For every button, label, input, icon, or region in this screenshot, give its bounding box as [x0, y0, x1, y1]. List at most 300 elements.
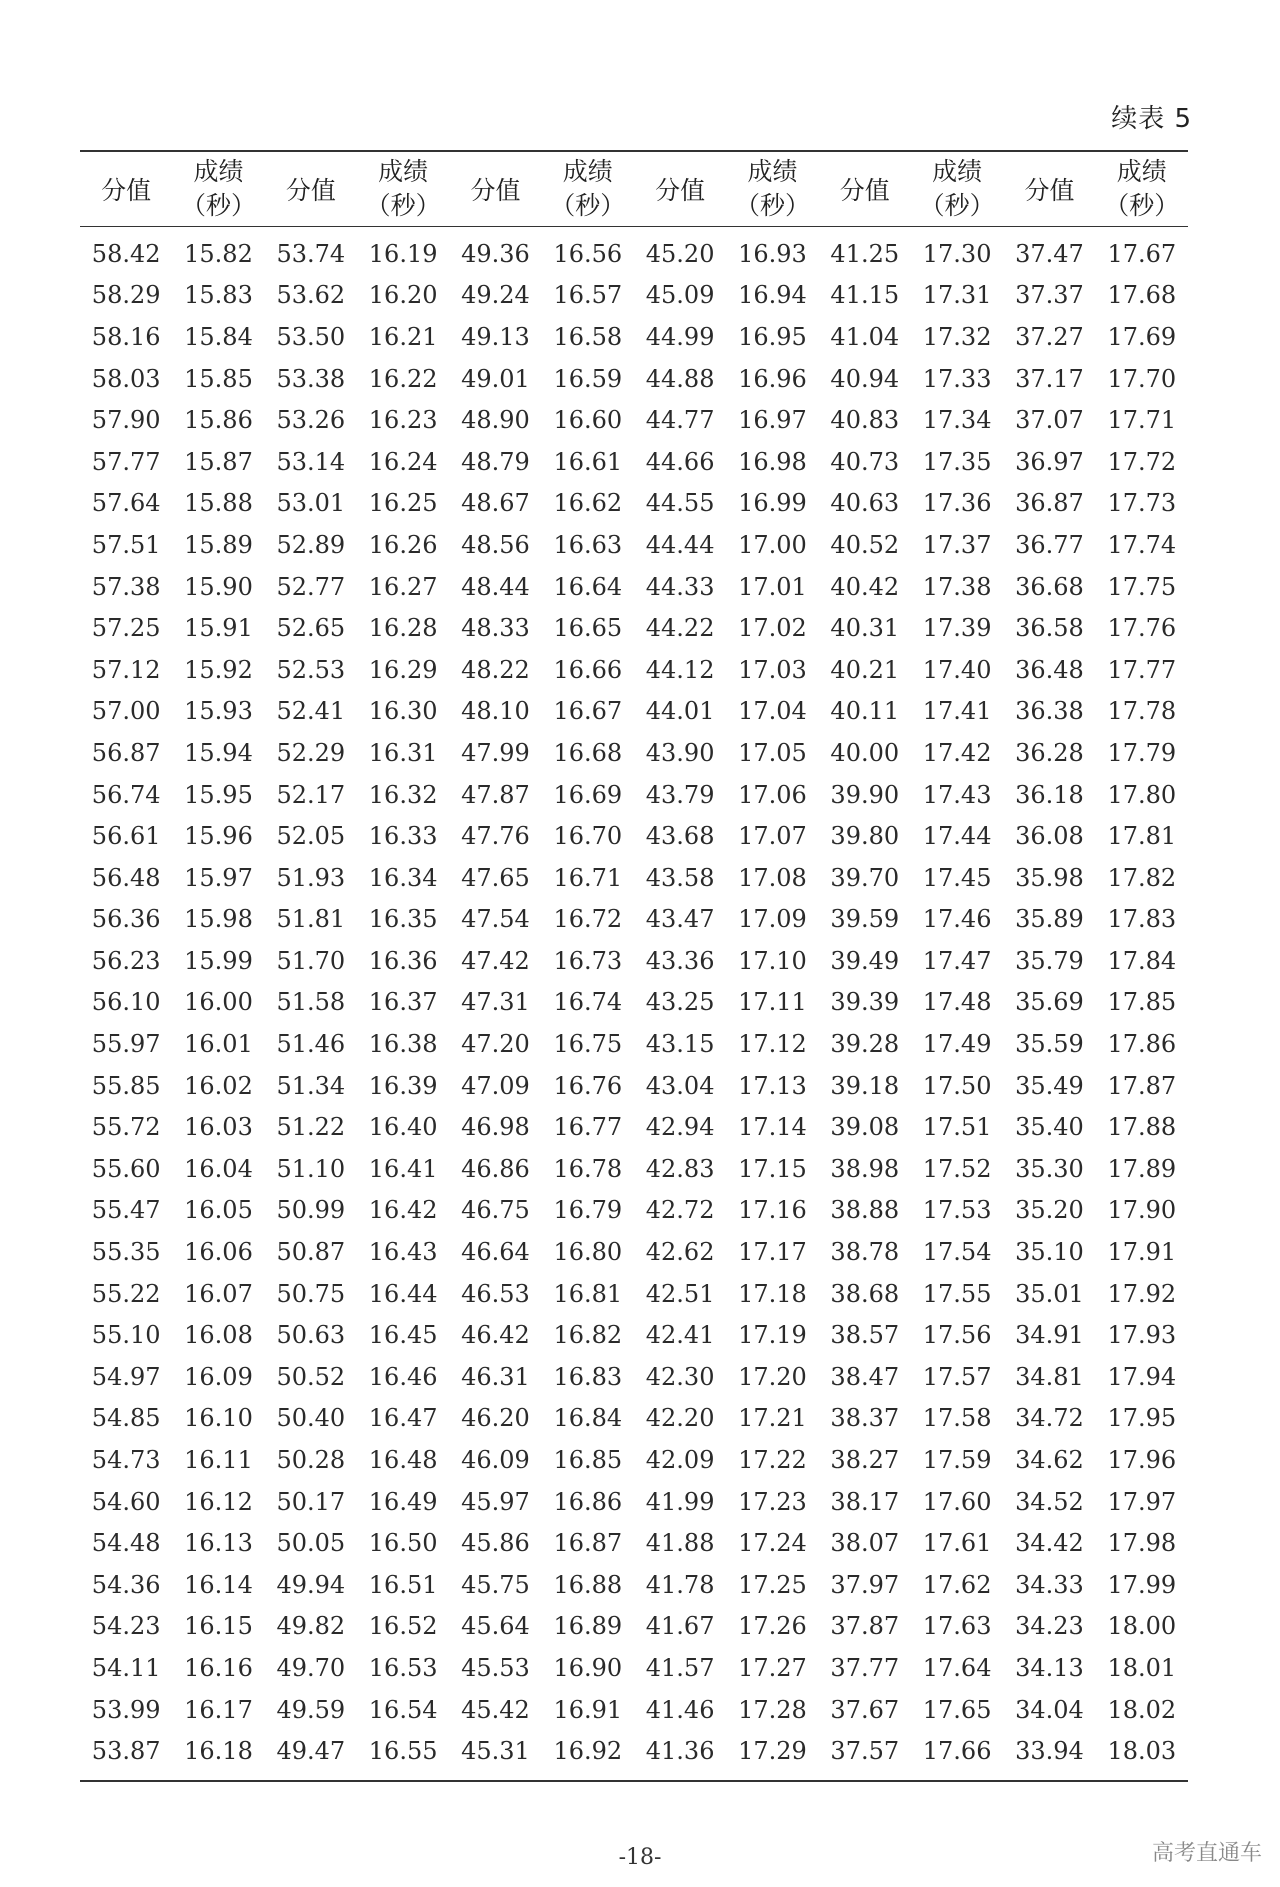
result-cell: 17.69	[1107, 322, 1177, 351]
result-cell: 17.23	[738, 1487, 807, 1516]
score-cell: 56.23	[91, 946, 161, 975]
score-cell: 36.28	[1015, 738, 1084, 767]
result-cell: 15.92	[184, 655, 253, 684]
result-cell: 16.31	[368, 738, 438, 767]
score-cell: 43.25	[645, 988, 715, 1017]
table-row	[80, 1647, 1188, 1689]
table-row	[80, 774, 1188, 816]
result-cell: 17.92	[1107, 1279, 1177, 1308]
score-cell: 35.98	[1015, 863, 1084, 892]
result-cell: 17.55	[922, 1279, 992, 1308]
result-cell: 16.68	[553, 738, 623, 767]
result-cell: 16.53	[368, 1653, 438, 1682]
score-cell: 50.87	[276, 1238, 346, 1267]
score-cell: 36.48	[1015, 655, 1084, 684]
result-cell: 15.88	[184, 489, 253, 518]
score-cell: 35.79	[1015, 946, 1084, 975]
score-cell: 54.73	[91, 1446, 161, 1475]
result-cell: 17.80	[1107, 780, 1177, 809]
result-cell: 16.45	[368, 1321, 438, 1350]
score-cell: 38.57	[830, 1321, 900, 1350]
result-cell: 17.11	[738, 988, 807, 1017]
result-cell: 16.94	[738, 281, 807, 310]
score-cell: 50.99	[276, 1196, 346, 1225]
result-cell: 16.82	[553, 1321, 623, 1350]
score-cell: 43.04	[645, 1071, 715, 1100]
result-cell: 17.96	[1107, 1446, 1177, 1475]
score-cell: 43.15	[645, 1030, 715, 1059]
score-cell: 42.94	[645, 1113, 715, 1142]
table-caption: 续表 5	[1111, 104, 1192, 134]
result-cell: 17.18	[738, 1279, 807, 1308]
score-cell: 34.62	[1015, 1446, 1084, 1475]
score-cell: 53.26	[276, 406, 346, 435]
result-cell: 17.53	[922, 1196, 992, 1225]
score-cell: 39.28	[830, 1030, 900, 1059]
score-cell: 44.77	[645, 406, 715, 435]
score-cell: 48.79	[461, 447, 530, 476]
result-cell: 17.47	[922, 946, 992, 975]
score-cell: 40.52	[830, 530, 900, 559]
score-cell: 44.01	[645, 697, 715, 726]
result-cell: 17.95	[1107, 1404, 1177, 1433]
table-row	[80, 857, 1188, 899]
result-cell: 17.36	[922, 489, 992, 518]
score-cell: 54.36	[91, 1570, 161, 1599]
score-cell: 34.33	[1015, 1570, 1084, 1599]
result-cell: 17.58	[922, 1404, 992, 1433]
result-cell: 15.84	[184, 322, 253, 351]
result-cell: 16.06	[184, 1238, 253, 1267]
result-cell: 16.62	[553, 489, 623, 518]
table-row	[80, 1730, 1188, 1781]
score-cell: 47.31	[461, 988, 530, 1017]
result-cell: 17.37	[922, 530, 992, 559]
score-cell: 58.03	[91, 364, 161, 393]
result-cell: 15.83	[184, 281, 253, 310]
score-cell: 55.10	[91, 1321, 161, 1350]
result-cell: 16.74	[553, 988, 623, 1017]
score-cell: 37.17	[1015, 364, 1084, 393]
result-cell: 17.42	[922, 738, 992, 767]
score-cell: 50.17	[276, 1487, 346, 1516]
result-cell: 17.85	[1107, 988, 1177, 1017]
result-cell: 16.52	[368, 1612, 438, 1641]
score-cell: 51.81	[276, 905, 346, 934]
result-cell: 15.97	[184, 863, 253, 892]
score-cell: 48.44	[461, 572, 530, 601]
result-cell: 16.36	[368, 946, 438, 975]
result-cell: 17.75	[1107, 572, 1177, 601]
result-cell: 17.56	[922, 1321, 992, 1350]
score-cell: 44.44	[645, 530, 715, 559]
result-cell: 16.95	[738, 322, 807, 351]
result-cell: 16.34	[368, 863, 438, 892]
score-cell: 52.77	[276, 572, 346, 601]
result-cell: 16.98	[738, 447, 807, 476]
table-row	[80, 1689, 1188, 1731]
score-cell: 57.00	[91, 697, 161, 726]
score-cell: 43.79	[645, 780, 715, 809]
result-cell: 17.60	[922, 1487, 992, 1516]
result-cell: 16.97	[738, 406, 807, 435]
score-cell: 56.61	[91, 822, 161, 851]
result-cell: 16.83	[553, 1362, 623, 1391]
result-cell: 17.48	[922, 988, 992, 1017]
result-cell: 17.16	[738, 1196, 807, 1225]
result-cell: 17.94	[1107, 1362, 1177, 1391]
score-cell: 39.08	[830, 1113, 900, 1142]
score-cell: 48.90	[461, 406, 530, 435]
score-cell: 42.41	[645, 1321, 715, 1350]
result-cell: 17.73	[1107, 489, 1177, 518]
score-cell: 45.86	[461, 1529, 530, 1558]
score-cell: 38.68	[830, 1279, 900, 1308]
page-number: -18-	[618, 1845, 662, 1870]
score-cell: 58.42	[91, 239, 161, 268]
result-cell: 17.00	[738, 530, 807, 559]
result-cell: 16.42	[368, 1196, 438, 1225]
result-cell: 16.61	[553, 447, 623, 476]
result-cell: 16.33	[368, 822, 438, 851]
result-cell: 16.07	[184, 1279, 253, 1308]
result-cell: 16.58	[553, 322, 623, 351]
result-cell: 17.44	[922, 822, 992, 851]
score-cell: 40.42	[830, 572, 900, 601]
score-cell: 44.12	[645, 655, 715, 684]
result-cell: 16.08	[184, 1321, 253, 1350]
result-cell: 16.60	[553, 406, 623, 435]
score-cell: 35.40	[1015, 1113, 1084, 1142]
table-row	[80, 1065, 1188, 1107]
score-cell: 36.08	[1015, 822, 1084, 851]
result-cell: 15.85	[184, 364, 253, 393]
score-cell: 37.67	[830, 1695, 900, 1724]
score-cell: 51.93	[276, 863, 346, 892]
result-cell: 17.91	[1107, 1238, 1177, 1267]
score-cell: 43.58	[645, 863, 715, 892]
result-cell: 17.28	[738, 1695, 807, 1724]
score-cell: 38.88	[830, 1196, 900, 1225]
score-cell: 41.99	[645, 1487, 715, 1516]
result-cell: 17.29	[738, 1737, 807, 1766]
score-cell: 45.53	[461, 1653, 530, 1682]
result-cell: 17.09	[738, 905, 807, 934]
result-cell: 17.38	[922, 572, 992, 601]
table-row	[80, 1439, 1188, 1481]
result-cell: 15.82	[184, 239, 253, 268]
score-cell: 47.09	[461, 1071, 530, 1100]
result-cell: 17.26	[738, 1612, 807, 1641]
result-cell: 17.83	[1107, 905, 1177, 934]
score-cell: 58.29	[91, 281, 161, 310]
score-table-container	[80, 150, 1188, 1782]
result-cell: 18.02	[1107, 1695, 1177, 1724]
score-cell: 35.89	[1015, 905, 1084, 934]
result-cell: 18.03	[1107, 1737, 1177, 1766]
result-cell: 17.76	[1107, 614, 1177, 643]
result-cell: 17.33	[922, 364, 992, 393]
result-cell: 17.34	[922, 406, 992, 435]
score-cell: 46.75	[461, 1196, 530, 1225]
result-cell: 16.81	[553, 1279, 623, 1308]
result-cell: 17.63	[922, 1612, 992, 1641]
result-cell: 17.68	[1107, 281, 1177, 310]
result-cell: 17.51	[922, 1113, 992, 1142]
score-cell: 35.10	[1015, 1238, 1084, 1267]
result-cell: 17.93	[1107, 1321, 1177, 1350]
header-score: 分值	[285, 176, 336, 205]
score-cell: 35.01	[1015, 1279, 1084, 1308]
score-cell: 43.47	[645, 905, 715, 934]
table-row	[80, 899, 1188, 941]
score-table	[80, 150, 1188, 1782]
score-cell: 53.99	[91, 1695, 161, 1724]
result-cell: 16.79	[553, 1196, 623, 1225]
result-cell: 17.70	[1107, 364, 1177, 393]
score-cell: 45.75	[461, 1570, 530, 1599]
score-cell: 34.42	[1015, 1529, 1084, 1558]
score-cell: 55.35	[91, 1238, 161, 1267]
header-row	[80, 151, 1188, 227]
score-cell: 41.78	[645, 1570, 715, 1599]
table-body	[80, 227, 1188, 1781]
score-cell: 47.65	[461, 863, 530, 892]
score-cell: 45.97	[461, 1487, 530, 1516]
result-cell: 15.86	[184, 406, 253, 435]
score-cell: 50.63	[276, 1321, 346, 1350]
result-cell: 16.51	[368, 1570, 438, 1599]
score-cell: 43.36	[645, 946, 715, 975]
score-cell: 40.83	[830, 406, 900, 435]
result-cell: 15.99	[184, 946, 253, 975]
result-cell: 17.12	[738, 1030, 807, 1059]
score-cell: 40.21	[830, 655, 900, 684]
score-cell: 44.66	[645, 447, 715, 476]
score-cell: 39.49	[830, 946, 900, 975]
score-cell: 42.62	[645, 1238, 715, 1267]
score-cell: 46.98	[461, 1113, 530, 1142]
score-cell: 37.07	[1015, 406, 1084, 435]
score-cell: 49.94	[276, 1570, 346, 1599]
score-cell: 39.18	[830, 1071, 900, 1100]
result-cell: 16.80	[553, 1238, 623, 1267]
score-cell: 55.72	[91, 1113, 161, 1142]
result-cell: 16.15	[184, 1612, 253, 1641]
result-cell: 15.98	[184, 905, 253, 934]
score-cell: 45.64	[461, 1612, 530, 1641]
result-cell: 17.24	[738, 1529, 807, 1558]
score-cell: 46.64	[461, 1238, 530, 1267]
result-cell: 16.03	[184, 1113, 253, 1142]
score-cell: 34.81	[1015, 1362, 1084, 1391]
score-cell: 49.24	[461, 281, 530, 310]
result-cell: 17.65	[922, 1695, 992, 1724]
result-cell: 16.99	[738, 489, 807, 518]
score-cell: 54.60	[91, 1487, 161, 1516]
score-cell: 58.16	[91, 322, 161, 351]
score-cell: 41.57	[645, 1653, 715, 1682]
result-cell: 16.49	[368, 1487, 438, 1516]
table-row	[80, 524, 1188, 566]
score-cell: 39.59	[830, 905, 900, 934]
score-cell: 43.90	[645, 738, 715, 767]
score-cell: 36.58	[1015, 614, 1084, 643]
result-cell: 16.96	[738, 364, 807, 393]
score-cell: 55.85	[91, 1071, 161, 1100]
result-cell: 17.05	[738, 738, 807, 767]
table-row	[80, 316, 1188, 358]
result-cell: 16.12	[184, 1487, 253, 1516]
header-result: 成绩 （秒）	[180, 157, 256, 220]
table-row	[80, 1314, 1188, 1356]
table-row	[80, 982, 1188, 1024]
score-cell: 41.88	[645, 1529, 715, 1558]
score-cell: 39.80	[830, 822, 900, 851]
result-cell: 16.48	[368, 1446, 438, 1475]
result-cell: 16.39	[368, 1071, 438, 1100]
result-cell: 17.03	[738, 655, 807, 684]
score-cell: 46.42	[461, 1321, 530, 1350]
header-score: 分值	[470, 176, 521, 205]
score-cell: 46.86	[461, 1154, 530, 1183]
score-cell: 34.91	[1015, 1321, 1084, 1350]
result-cell: 16.47	[368, 1404, 438, 1433]
result-cell: 15.94	[184, 738, 253, 767]
header-score: 分值	[839, 176, 890, 205]
score-cell: 37.47	[1015, 239, 1084, 268]
result-cell: 16.84	[553, 1404, 623, 1433]
score-cell: 38.37	[830, 1404, 900, 1433]
result-cell: 16.04	[184, 1154, 253, 1183]
result-cell: 16.35	[368, 905, 438, 934]
table-row	[80, 483, 1188, 525]
result-cell: 16.19	[368, 239, 438, 268]
score-cell: 40.73	[830, 447, 900, 476]
score-cell: 39.39	[830, 988, 900, 1017]
score-cell: 40.94	[830, 364, 900, 393]
result-cell: 17.99	[1107, 1570, 1177, 1599]
score-cell: 53.87	[91, 1737, 161, 1766]
score-cell: 36.77	[1015, 530, 1084, 559]
score-cell: 54.85	[91, 1404, 161, 1433]
result-cell: 16.29	[368, 655, 438, 684]
score-cell: 36.68	[1015, 572, 1084, 601]
result-cell: 16.93	[738, 239, 807, 268]
score-cell: 52.41	[276, 697, 346, 726]
header-score: 分值	[1024, 176, 1075, 205]
result-cell: 17.35	[922, 447, 992, 476]
result-cell: 16.43	[368, 1238, 438, 1267]
score-cell: 37.27	[1015, 322, 1084, 351]
score-cell: 41.36	[645, 1737, 715, 1766]
result-cell: 17.78	[1107, 697, 1177, 726]
score-cell: 47.76	[461, 822, 530, 851]
score-cell: 38.78	[830, 1238, 900, 1267]
score-cell: 37.97	[830, 1570, 900, 1599]
score-cell: 53.62	[276, 281, 346, 310]
result-cell: 16.09	[184, 1362, 253, 1391]
table-row	[80, 1106, 1188, 1148]
result-cell: 17.81	[1107, 822, 1177, 851]
result-cell: 16.90	[553, 1653, 623, 1682]
result-cell: 18.00	[1107, 1612, 1177, 1641]
score-cell: 45.42	[461, 1695, 530, 1724]
score-cell: 56.74	[91, 780, 161, 809]
result-cell: 17.74	[1107, 530, 1177, 559]
result-cell: 16.78	[553, 1154, 623, 1183]
table-row	[80, 691, 1188, 733]
score-cell: 40.11	[830, 697, 900, 726]
header-result: 成绩 （秒）	[1104, 157, 1180, 220]
result-cell: 15.87	[184, 447, 253, 476]
table-row	[80, 1564, 1188, 1606]
result-cell: 16.16	[184, 1653, 253, 1682]
score-cell: 48.67	[461, 489, 530, 518]
score-cell: 51.22	[276, 1113, 346, 1142]
result-cell: 16.27	[368, 572, 438, 601]
score-cell: 47.20	[461, 1030, 530, 1059]
score-cell: 53.74	[276, 239, 346, 268]
result-cell: 16.13	[184, 1529, 253, 1558]
table-row	[80, 1522, 1188, 1564]
result-cell: 17.06	[738, 780, 807, 809]
result-cell: 16.69	[553, 780, 623, 809]
header-score: 分值	[655, 176, 706, 205]
score-cell: 53.38	[276, 364, 346, 393]
score-cell: 51.70	[276, 946, 346, 975]
score-cell: 40.31	[830, 614, 900, 643]
score-cell: 41.46	[645, 1695, 715, 1724]
score-cell: 49.70	[276, 1653, 346, 1682]
result-cell: 17.31	[922, 281, 992, 310]
score-cell: 44.99	[645, 322, 715, 351]
result-cell: 17.07	[738, 822, 807, 851]
result-cell: 16.76	[553, 1071, 623, 1100]
result-cell: 16.72	[553, 905, 623, 934]
result-cell: 16.77	[553, 1113, 623, 1142]
result-cell: 17.20	[738, 1362, 807, 1391]
score-cell: 42.72	[645, 1196, 715, 1225]
result-cell: 16.24	[368, 447, 438, 476]
result-cell: 16.87	[553, 1529, 623, 1558]
score-cell: 47.87	[461, 780, 530, 809]
table-row	[80, 441, 1188, 483]
score-cell: 38.07	[830, 1529, 900, 1558]
result-cell: 16.41	[368, 1154, 438, 1183]
result-cell: 18.01	[1107, 1653, 1177, 1682]
result-cell: 17.84	[1107, 946, 1177, 975]
result-cell: 16.89	[553, 1612, 623, 1641]
table-row	[80, 227, 1188, 275]
score-cell: 56.48	[91, 863, 161, 892]
result-cell: 17.30	[922, 239, 992, 268]
score-cell: 42.83	[645, 1154, 715, 1183]
result-cell: 17.25	[738, 1570, 807, 1599]
result-cell: 17.66	[922, 1737, 992, 1766]
result-cell: 16.88	[553, 1570, 623, 1599]
result-cell: 17.71	[1107, 406, 1177, 435]
result-cell: 16.91	[553, 1695, 623, 1724]
score-cell: 34.72	[1015, 1404, 1084, 1433]
score-cell: 51.34	[276, 1071, 346, 1100]
result-cell: 16.20	[368, 281, 438, 310]
score-cell: 51.10	[276, 1154, 346, 1183]
score-cell: 50.75	[276, 1279, 346, 1308]
score-cell: 35.49	[1015, 1071, 1084, 1100]
score-cell: 34.52	[1015, 1487, 1084, 1516]
table-row	[80, 732, 1188, 774]
